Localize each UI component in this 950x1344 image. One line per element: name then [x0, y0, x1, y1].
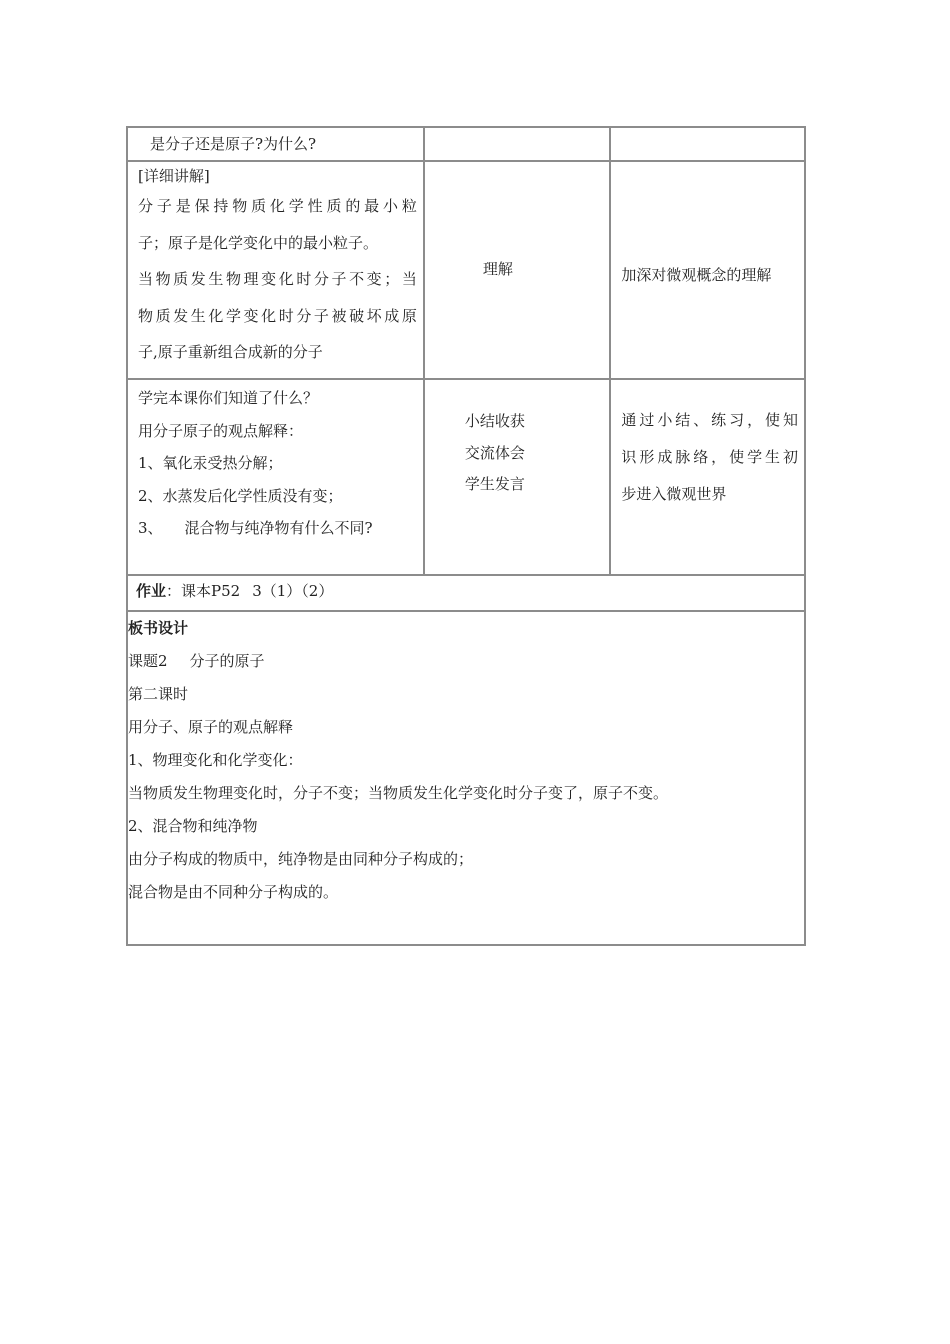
section-label: [详细讲解]	[138, 167, 210, 185]
board-line: 混合物是由不同种分子构成的。	[128, 883, 339, 901]
homework-cell	[127, 575, 805, 611]
board-line: 第二课时	[128, 685, 189, 703]
content-cell	[127, 161, 424, 379]
topic-number: 课题2	[128, 652, 168, 670]
content-line: 学完本课你们知道了什么？	[138, 389, 319, 407]
board-design-row	[127, 611, 805, 945]
content-line: 子,原子重新组合成新的分子	[138, 343, 323, 361]
content-line: 物质发生化学变化时分子被破坏成原	[138, 306, 417, 325]
intent-text: 通过小结、练习，使知	[621, 411, 798, 429]
board-line: 1、物理变化和化学变化：	[128, 751, 303, 769]
intent-text: 加深对微观概念的理解	[621, 266, 772, 284]
board-line: 由分子构成的物质中，纯净物是由同种分子构成的；	[128, 850, 474, 868]
table-row	[127, 127, 805, 161]
board-line: 当物质发生物理变化时，分子不变；当物质发生化学变化时分子变了，原子不变。	[128, 784, 669, 802]
content-line: 分子是保持物质化学性质的最小粒	[138, 197, 417, 215]
intent-cell	[610, 161, 805, 379]
table-row	[127, 161, 805, 379]
intent-cell	[610, 127, 805, 161]
table-row	[127, 379, 805, 575]
content-cell	[127, 379, 424, 575]
board-design-cell	[127, 611, 805, 945]
question-text: 是分子还是原子?为什么?	[150, 135, 317, 153]
content-line: 子；原子是化学变化中的最小粒子。	[138, 233, 379, 252]
intent-cell	[610, 379, 805, 575]
intent-text: 步进入微观世界	[621, 485, 727, 503]
content-line: 当物质发生物理变化时分子不变；当	[138, 270, 417, 288]
item-number: 3、	[138, 519, 163, 537]
activity-cell	[424, 127, 611, 161]
content-line	[138, 512, 423, 545]
homework-text: ：课本P52	[166, 582, 241, 600]
board-topic	[128, 645, 804, 678]
board-line: 用分子、原子的观点解释	[128, 718, 294, 736]
content-cell	[127, 127, 424, 161]
content-line: 1、氧化汞受热分解；	[138, 454, 283, 472]
activity-text: 交流体会	[464, 443, 525, 462]
activity-cell	[424, 379, 611, 575]
topic-title: 分子的原子	[189, 652, 265, 670]
homework-line	[128, 576, 804, 601]
activity-text: 学生发言	[464, 475, 525, 493]
lesson-plan-table	[126, 126, 806, 946]
board-heading: 板书设计	[128, 619, 189, 637]
content-line: 2、水蒸发后化学性质没有变；	[138, 486, 343, 505]
intent-text: 识形成脉络，使学生初	[621, 448, 798, 466]
activity-text: 理解	[482, 260, 513, 278]
homework-label: 作业	[136, 582, 167, 600]
homework-row	[127, 575, 805, 611]
board-line: 2、混合物和纯净物	[128, 817, 258, 835]
activity-cell	[424, 161, 611, 379]
activity-text: 小结收获	[464, 412, 525, 430]
homework-ref: 3（1）（2）	[252, 582, 334, 600]
content-line: 用分子原子的观点解释：	[138, 421, 304, 440]
item-text: 混合物与纯净物有什么不同?	[184, 519, 373, 537]
lesson-plan-page	[126, 126, 806, 946]
